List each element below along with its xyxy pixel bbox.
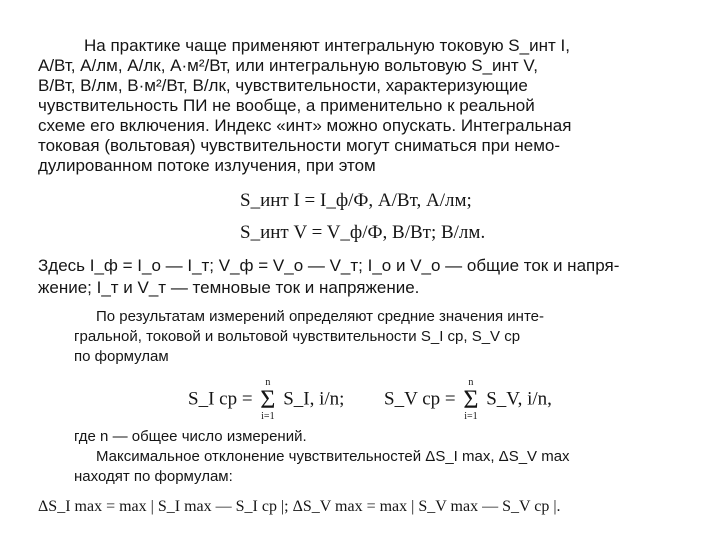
para2-line-1: Здесь I_ф = I_о — I_т; V_ф = V_о — V_т; I_о и V_о — общие ток и напря-	[38, 256, 620, 275]
para1-line-7: дулированном потоке излучения, при этом	[38, 156, 376, 175]
formula-average-voltage	[384, 378, 552, 422]
formula-voltage-sensitivity: S_инт V = V_ф/Ф, В/Вт; В/лм.	[240, 222, 486, 243]
para1-line-5: схеме его включения. Индекс «инт» можно опускать. Интегральная	[38, 116, 572, 135]
para1-line-4: чувствительность ПИ не вообще, а применительно к реальной	[38, 96, 535, 115]
sum-upper-right: n	[468, 377, 474, 388]
para4-line-2: Максимальное отклонение чувствительностей ΔS_I max, ΔS_V max	[96, 448, 570, 465]
avg-current-rhs: S_I, i/n;	[283, 388, 345, 410]
para1-line-1: На практике чаще применяют интегральную токовую S_инт I,	[84, 36, 570, 55]
para3-line-1: По результатам измерений определяют средние значения инте-	[96, 308, 544, 325]
sum-upper-left: n	[265, 377, 271, 388]
para3-line-3: по формулам	[74, 348, 169, 365]
para2-line-2: жение; I_т и V_т — темновые ток и напряжение.	[38, 278, 420, 297]
para1-line-2: А/Вт, А/лм, А/лк, А·м²/Вт, или интегральную вольтовую S_инт V,	[38, 56, 538, 75]
sum-operator-right	[463, 378, 478, 422]
para1-line-6: токовая (вольтовая) чувствительности могут сниматься при немо-	[38, 136, 561, 155]
avg-current-lhs: S_I ср =	[188, 388, 253, 410]
formula-current-sensitivity: S_инт I = I_ф/Ф, А/Вт, А/лм;	[240, 190, 472, 211]
avg-voltage-rhs: S_V, i/n,	[486, 388, 552, 410]
para1-line-3: В/Вт, В/лм, В·м²/Вт, В/лк, чувствительности, характеризующие	[38, 76, 528, 95]
sum-lower-left: i=1	[261, 411, 275, 422]
sigma-icon: Σ	[260, 385, 276, 414]
avg-voltage-lhs: S_V ср =	[384, 388, 456, 410]
para4-line-1: где n — общее число измерений.	[74, 428, 307, 445]
sigma-icon: Σ	[463, 385, 479, 414]
sum-lower-right: i=1	[464, 411, 478, 422]
sum-operator-left	[260, 378, 275, 422]
formula-max-deviation: ΔS_I max = max | S_I max — S_I ср |; ΔS_V max = max | S_V max — S_V ср |.	[38, 498, 561, 515]
formula-average-current	[188, 378, 344, 422]
para3-line-2: гральной, токовой и вольтовой чувствительности S_I ср, S_V ср	[74, 328, 521, 345]
para4-line-3: находят по формулам:	[74, 468, 233, 485]
